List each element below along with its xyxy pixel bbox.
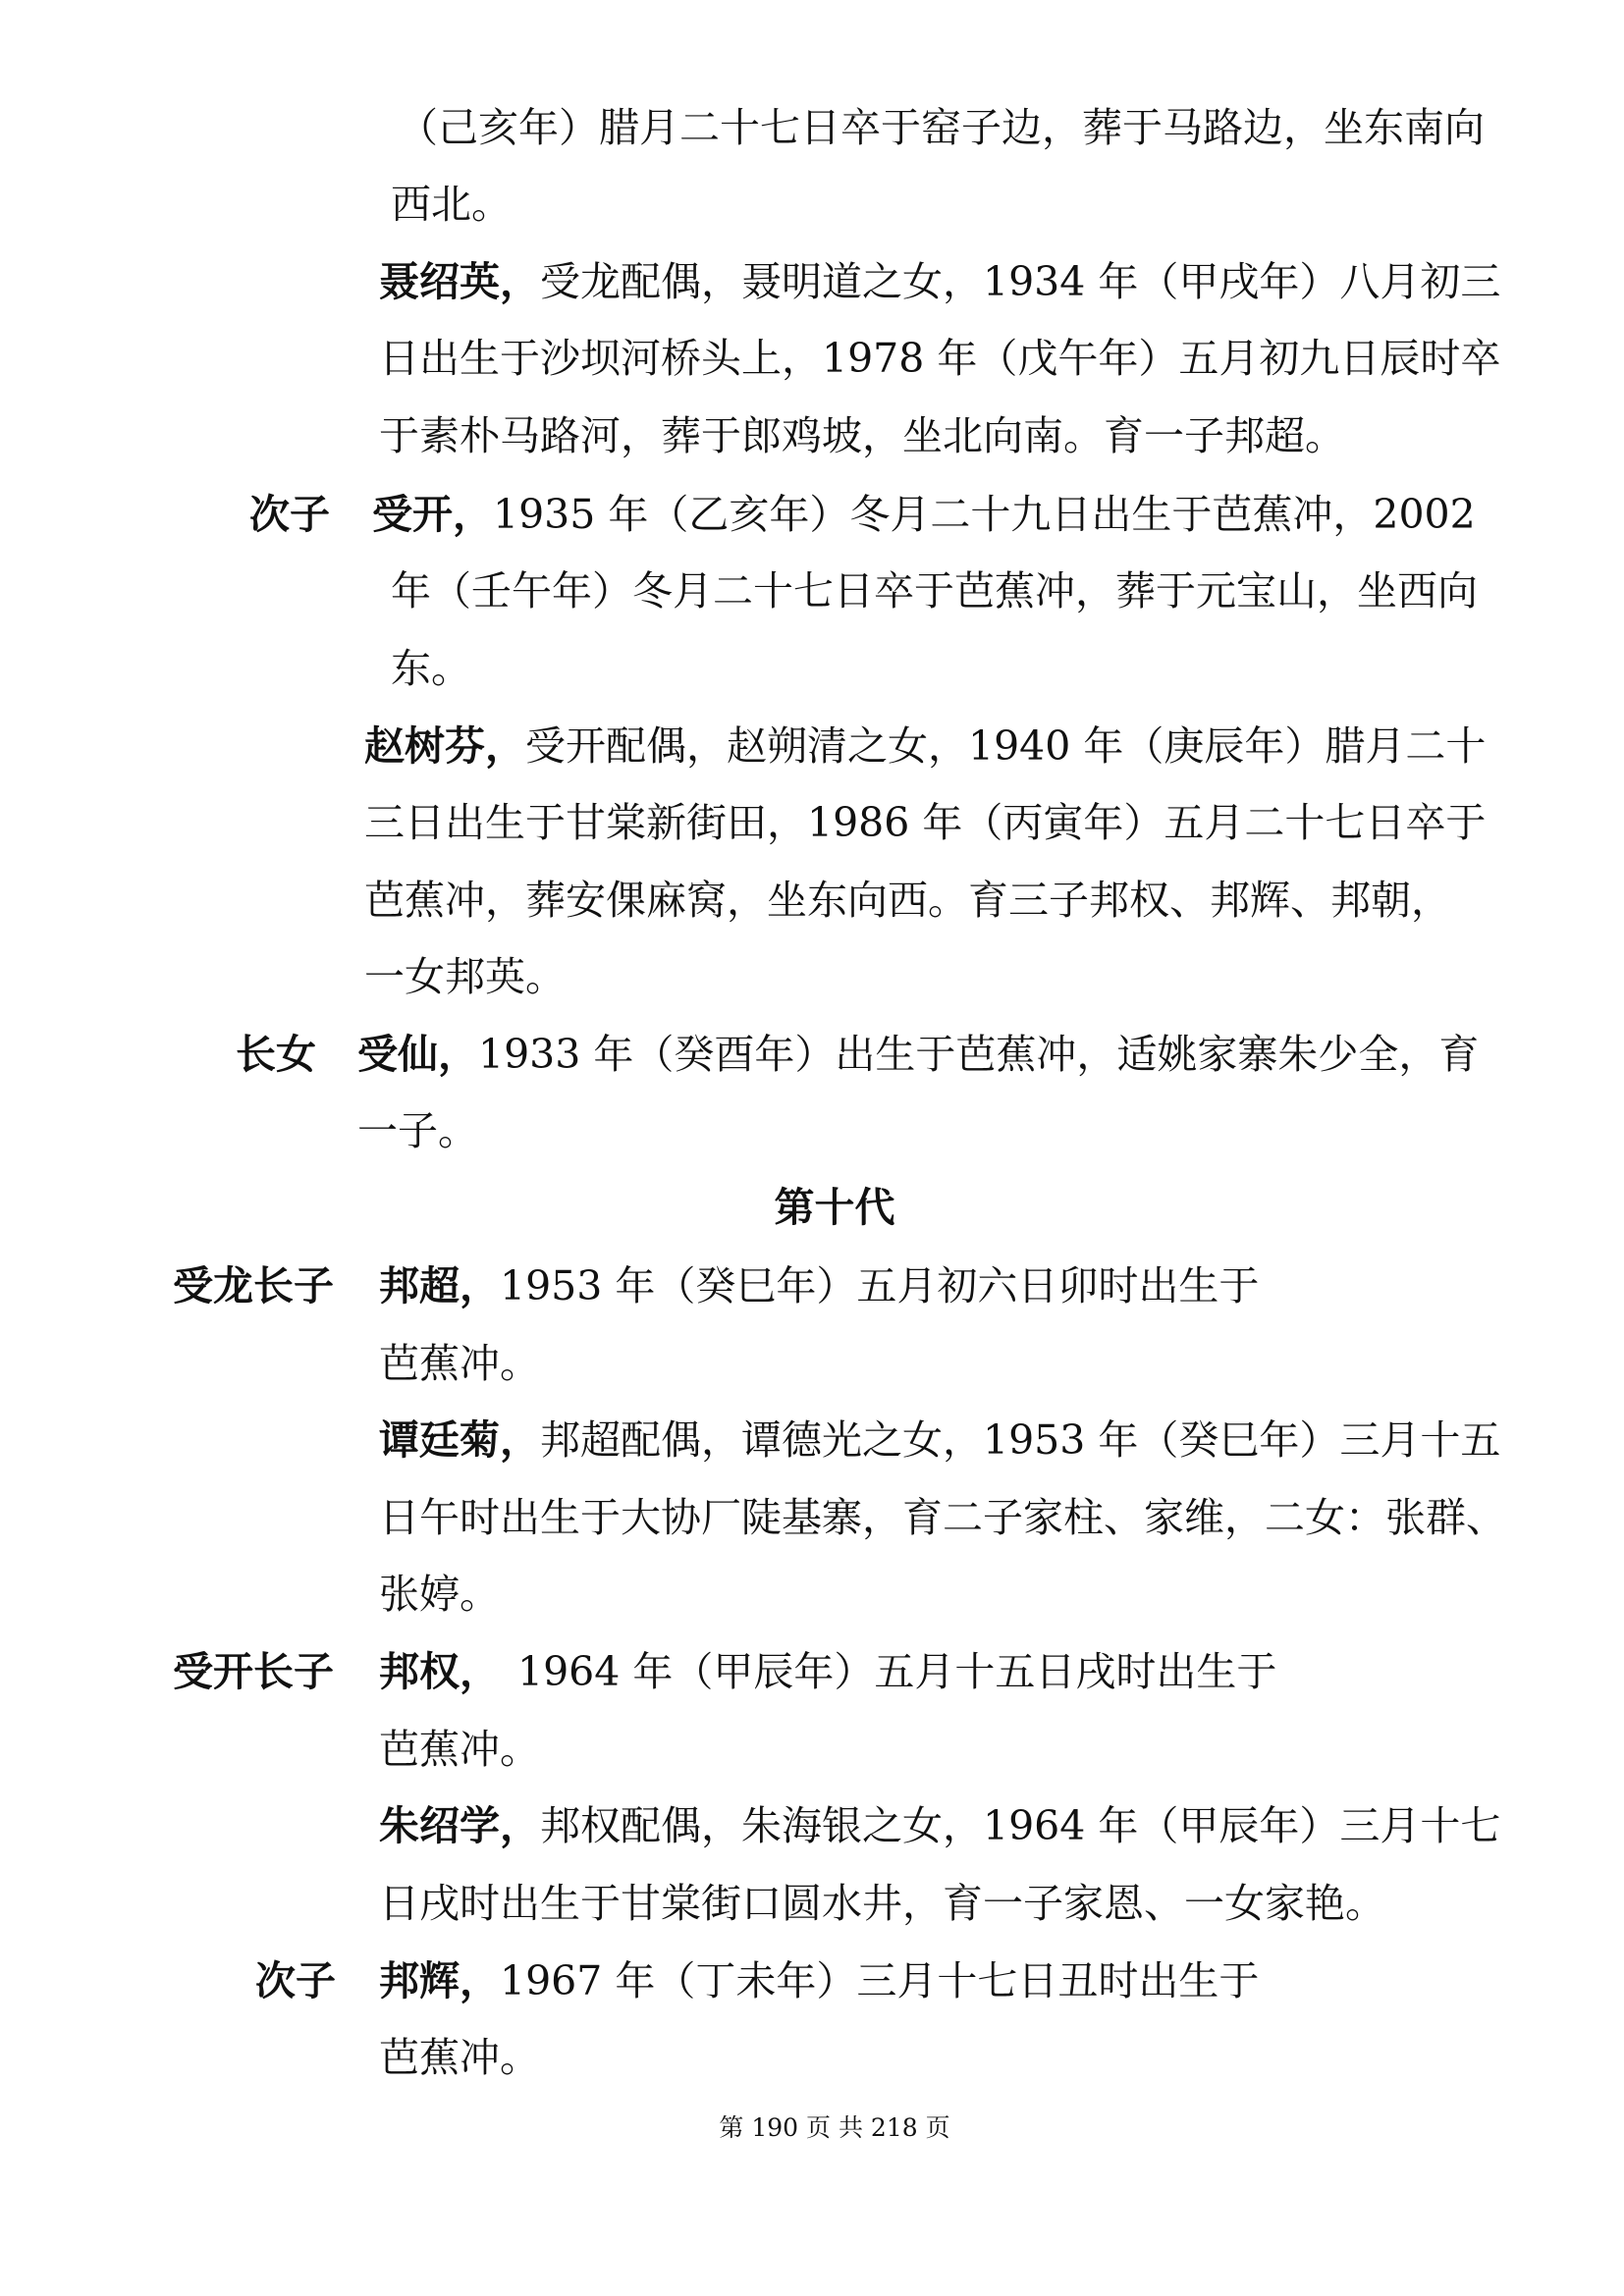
person-name: 受仙，	[357, 1031, 478, 1078]
entry-first-line	[379, 1411, 1500, 1469]
entry-text: 1935 年（乙亥年）冬月二十九日出生于芭蕉冲，2002	[493, 491, 1476, 538]
entry-first-line	[372, 485, 1476, 544]
person-name: 邦辉，	[379, 1957, 500, 2004]
person-name: 朱绍学，	[379, 1802, 540, 1849]
entry-line: 一女邦英。	[364, 953, 566, 1000]
entry-text: 受龙配偶，聂明道之女，1934 年（甲戌年）八月初三	[540, 258, 1501, 305]
relation-label: 次子	[255, 1957, 336, 2004]
section-heading: 第十代	[774, 1184, 895, 1231]
relation-label: 受开长子	[173, 1648, 334, 1695]
entry-first-line	[379, 252, 1500, 311]
page-number: 第 190 页 共 218 页	[719, 2113, 950, 2142]
relation-label: 次子	[249, 491, 330, 538]
person-name: 聂绍英，	[379, 258, 540, 305]
entry-line: 日戌时出生于甘棠街口圆水井，育一子家恩、一女家艳。	[379, 1880, 1385, 1927]
entry-line: 东。	[391, 645, 471, 692]
entry-line: 于素朴马路河，葬于郎鸡坡，坐北向南。育一子邦超。	[379, 412, 1345, 459]
entry-text: 1933 年（癸酉年）出生于芭蕉冲，适姚家寨朱少全，育	[478, 1031, 1480, 1078]
entry-text: 受开配偶，赵朔清之女，1940 年（庚辰年）腊月二十	[525, 722, 1487, 770]
entry-line: 芭蕉冲，葬安倮麻窝，坐东向西。育三子邦权、邦辉、邦朝，	[364, 877, 1451, 924]
entry-first-line	[379, 1256, 1259, 1315]
entry-text: 1967 年（丁未年）三月十七日丑时出生于	[500, 1957, 1260, 2004]
entry-first-line	[379, 1951, 1259, 2010]
entry-line: 年（壬午年）冬月二十七日卒于芭蕉冲，葬于元宝山，坐西向	[391, 567, 1478, 614]
entry-first-line	[364, 717, 1486, 775]
entry-line: 三日出生于甘棠新街田，1986 年（丙寅年）五月二十七日卒于	[364, 799, 1487, 846]
person-name: 受开，	[372, 491, 493, 538]
person-name: 邦超，	[379, 1262, 500, 1309]
entry-text: 邦超配偶，谭德光之女，1953 年（癸巳年）三月十五	[540, 1416, 1501, 1464]
person-name: 赵树芬，	[364, 722, 525, 770]
relation-label: 受龙长子	[173, 1262, 334, 1309]
entry-line: （己亥年）腊月二十七日卒于窑子边，葬于马路边，坐东南向	[398, 104, 1485, 151]
entry-line: 张婷。	[379, 1571, 500, 1618]
person-name: 谭廷菊，	[379, 1416, 540, 1464]
entry-line: 芭蕉冲。	[379, 2034, 540, 2081]
person-name: 邦权，	[379, 1648, 500, 1695]
entry-first-line	[379, 1642, 1276, 1701]
entry-line: 日出生于沙坝河桥头上，1978 年（戊午年）五月初九日辰时卒	[379, 335, 1501, 382]
entry-text: 邦权配偶，朱海银之女，1964 年（甲辰年）三月十七	[540, 1802, 1501, 1849]
entry-first-line	[357, 1025, 1479, 1084]
entry-line: 芭蕉冲。	[379, 1340, 540, 1387]
relation-label: 长女	[236, 1031, 316, 1078]
entry-line: 一子。	[357, 1107, 478, 1154]
entry-line: 芭蕉冲。	[379, 1726, 540, 1773]
entry-first-line	[379, 1796, 1500, 1855]
entry-line: 日午时出生于大协厂陡基寨，育二子家柱、家维，二女：张群、	[379, 1494, 1506, 1541]
entry-text: 1953 年（癸巳年）五月初六日卯时出生于	[500, 1262, 1260, 1309]
entry-line: 西北。	[391, 181, 512, 228]
entry-text: 1964 年（甲辰年）五月十五日戌时出生于	[517, 1648, 1277, 1695]
